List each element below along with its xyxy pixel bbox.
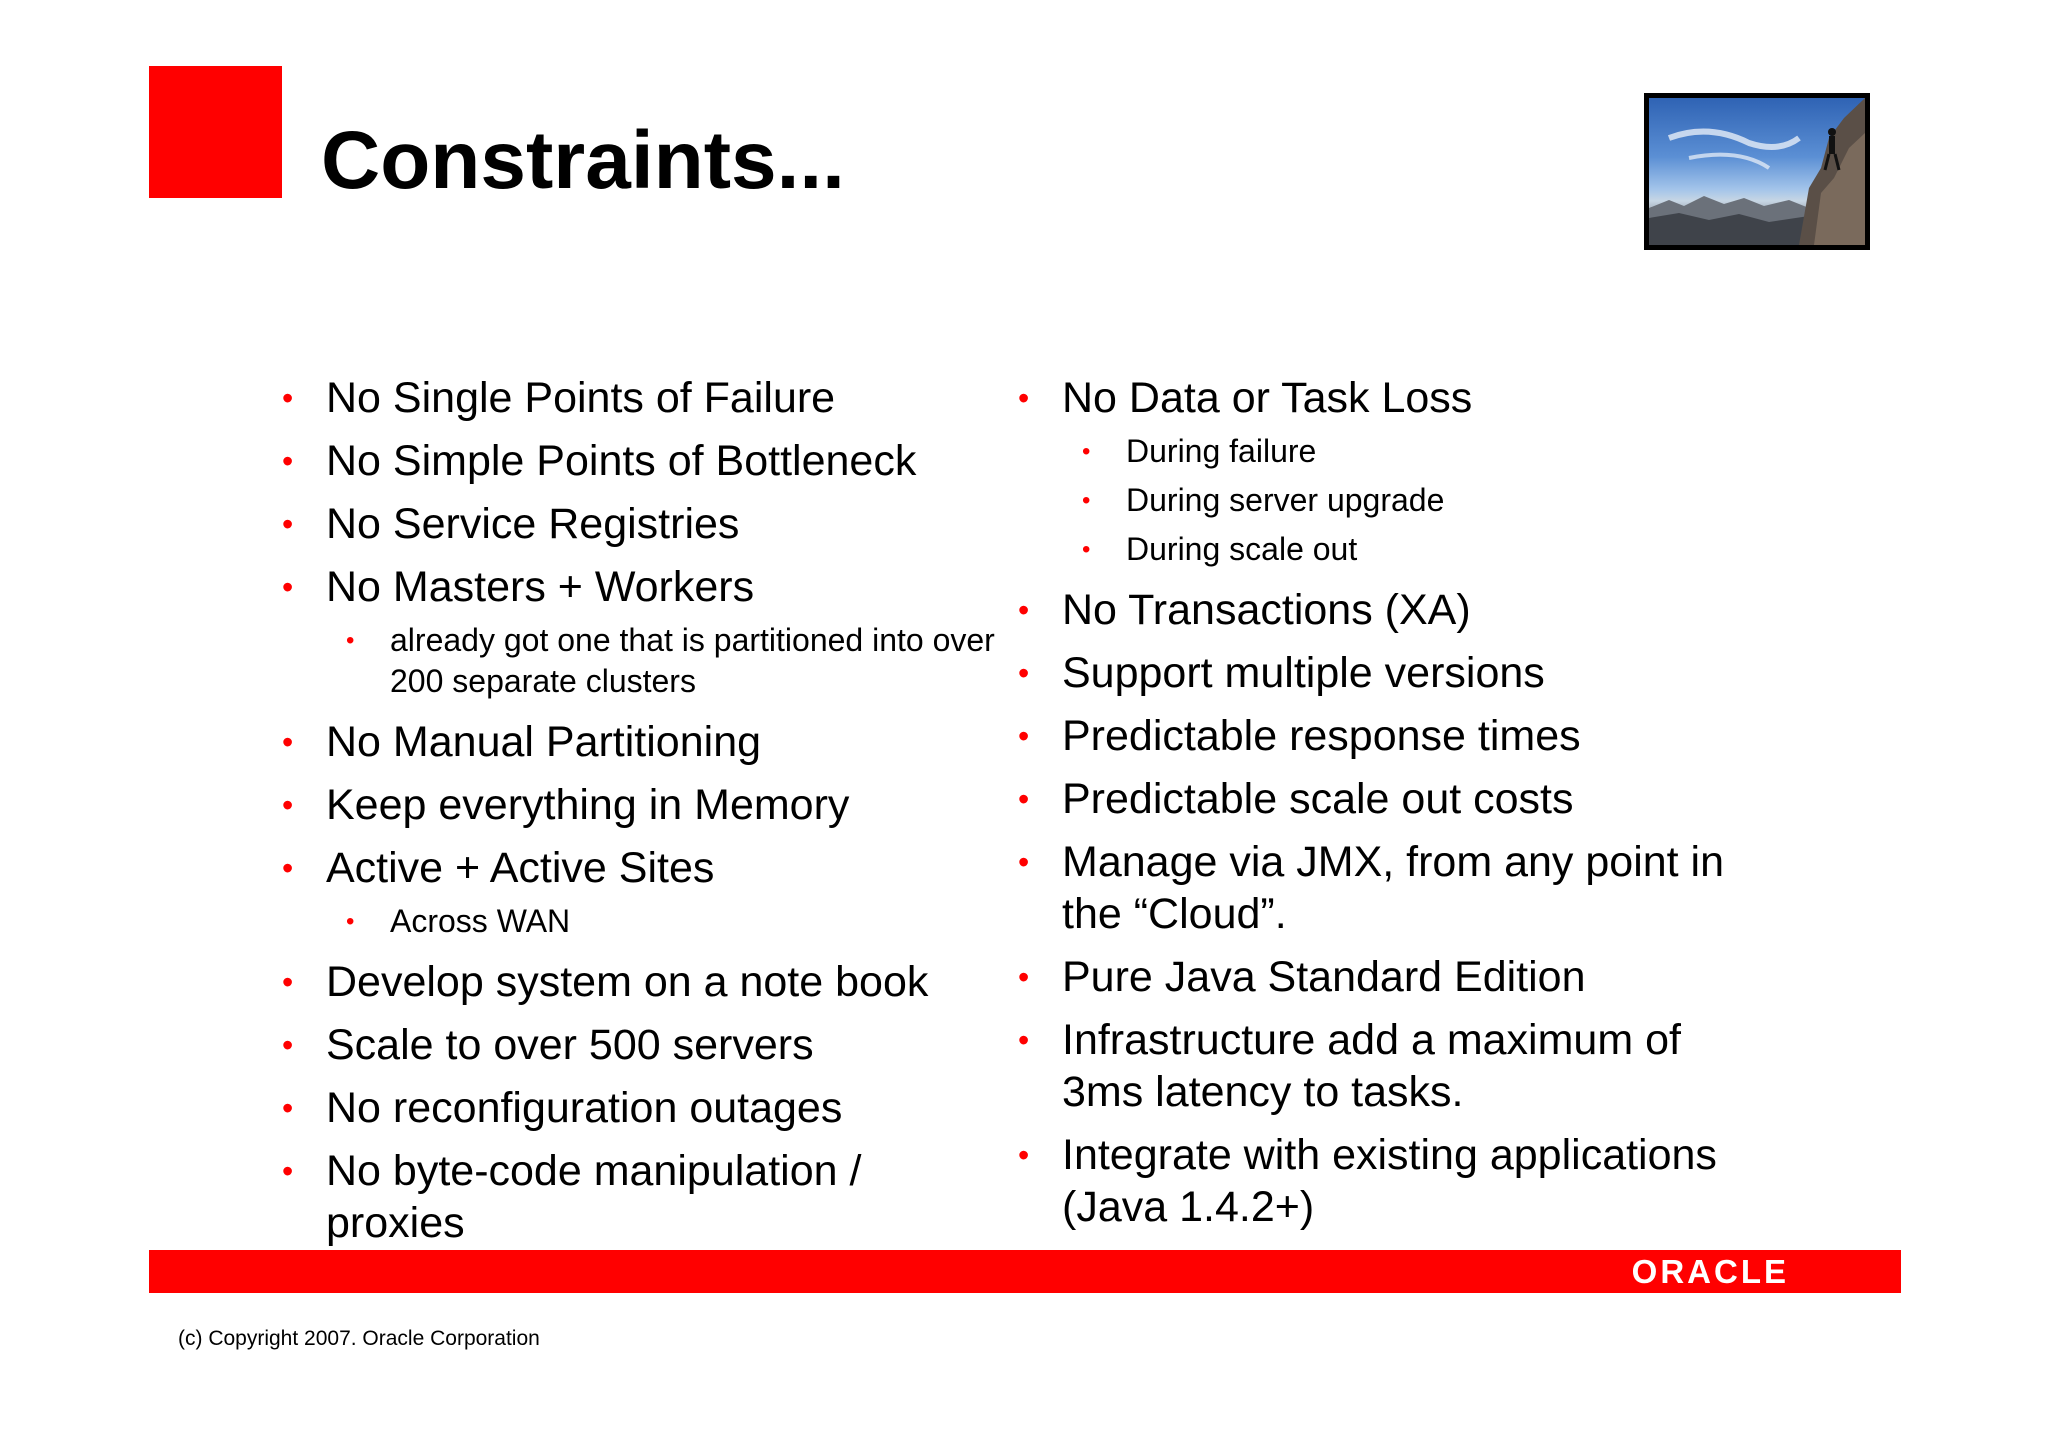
bullet-item: [1018, 1129, 1738, 1233]
bullet-item: [282, 372, 1002, 424]
bullet-text: Develop system on a note book: [326, 958, 929, 1006]
bullet-icon: •: [1018, 380, 1030, 416]
bullet-icon: •: [1082, 438, 1091, 465]
bullet-text: Predictable scale out costs: [1062, 775, 1574, 823]
bullet-item: [282, 842, 1002, 894]
sub-bullet-text: Across WAN: [390, 903, 571, 939]
bullet-icon: •: [346, 627, 355, 654]
bullet-text: No Service Registries: [326, 500, 740, 548]
bullet-text: Manage via JMX, from any point in the “Cloud”.: [1062, 838, 1725, 938]
bullet-icon: •: [282, 569, 294, 605]
sub-bullet-item: [282, 620, 1002, 702]
bullet-icon: •: [282, 964, 294, 1000]
bullet-icon: •: [282, 787, 294, 823]
bullet-icon: •: [282, 1090, 294, 1126]
bullet-icon: •: [282, 443, 294, 479]
footer-bar: [149, 1250, 1901, 1293]
bullet-item: [282, 561, 1002, 613]
bullet-item: [282, 1145, 1002, 1249]
sub-bullet-list: [282, 901, 1002, 942]
bullet-item: [282, 498, 1002, 550]
bullet-icon: •: [1018, 1137, 1030, 1173]
bullet-text: Support multiple versions: [1062, 649, 1545, 697]
bullet-text: No Simple Points of Bottleneck: [326, 437, 917, 485]
brand-red-square: [149, 66, 282, 198]
bullet-item: [1018, 372, 1738, 424]
bullet-icon: •: [282, 506, 294, 542]
bullet-item: [282, 435, 1002, 487]
bullet-icon: •: [282, 1027, 294, 1063]
bullet-text: No Manual Partitioning: [326, 718, 762, 766]
bullet-text: Active + Active Sites: [326, 844, 715, 892]
bullet-text: No Single Points of Failure: [326, 374, 836, 422]
sub-bullet-item: [1018, 431, 1738, 472]
bullet-item: [1018, 773, 1738, 825]
bullet-item: [1018, 710, 1738, 762]
bullet-icon: •: [282, 1153, 294, 1189]
bullet-icon: •: [1018, 781, 1030, 817]
bullet-text: No byte-code manipulation / proxies: [326, 1147, 862, 1247]
sub-bullet-text: During server upgrade: [1126, 482, 1445, 518]
bullet-icon: •: [1018, 718, 1030, 754]
bullet-text: No Data or Task Loss: [1062, 374, 1473, 422]
bullet-text: Scale to over 500 servers: [326, 1021, 814, 1069]
bullet-item: [282, 1082, 1002, 1134]
bullet-icon: •: [1082, 536, 1091, 563]
bullet-text: Infrastructure add a maximum of 3ms latency to tasks.: [1062, 1016, 1681, 1116]
bullet-text: No Masters + Workers: [326, 563, 755, 611]
oracle-logo: ORACLE: [1631, 1253, 1789, 1290]
bullet-icon: •: [1082, 487, 1091, 514]
bullet-item: [1018, 647, 1738, 699]
bullet-text: Keep everything in Memory: [326, 781, 850, 829]
sub-bullet-text: already got one that is partitioned into over 200 separate clusters: [390, 622, 995, 699]
bullet-item: [282, 956, 1002, 1008]
sub-bullet-list: [282, 620, 1002, 702]
slide-title: Constraints...: [321, 115, 845, 206]
bullet-icon: •: [282, 850, 294, 886]
sub-bullet-text: During scale out: [1126, 531, 1358, 567]
left-bullet-list: [282, 372, 1002, 1260]
bullet-item: [282, 1019, 1002, 1071]
bullet-text: No Transactions (XA): [1062, 586, 1471, 634]
bullet-icon: •: [1018, 1022, 1030, 1058]
bullet-item: [1018, 836, 1738, 940]
sub-bullet-item: [1018, 480, 1738, 521]
bullet-icon: •: [1018, 655, 1030, 691]
bullet-icon: •: [1018, 959, 1030, 995]
bullet-item: [1018, 584, 1738, 636]
bullet-text: No reconfiguration outages: [326, 1084, 843, 1132]
bullet-icon: •: [346, 908, 355, 935]
sub-bullet-text: During failure: [1126, 433, 1317, 469]
sub-bullet-item: [282, 901, 1002, 942]
bullet-icon: •: [282, 380, 294, 416]
bullet-icon: •: [1018, 592, 1030, 628]
bullet-icon: •: [282, 724, 294, 760]
bullet-icon: •: [1018, 844, 1030, 880]
bullet-item: [282, 716, 1002, 768]
bullet-text: Integrate with existing applications (Java 1.4.2+): [1062, 1131, 1717, 1231]
bullet-text: Predictable response times: [1062, 712, 1581, 760]
right-bullet-list: [1018, 372, 1738, 1244]
bullet-item: [1018, 1014, 1738, 1118]
bullet-item: [1018, 951, 1738, 1003]
copyright-text: (c) Copyright 2007. Oracle Corporation: [178, 1327, 540, 1350]
bullet-item: [282, 779, 1002, 831]
sub-bullet-item: [1018, 529, 1738, 570]
mountain-climber-photo: [1644, 93, 1870, 250]
bullet-text: Pure Java Standard Edition: [1062, 953, 1586, 1001]
sub-bullet-list: [1018, 431, 1738, 570]
